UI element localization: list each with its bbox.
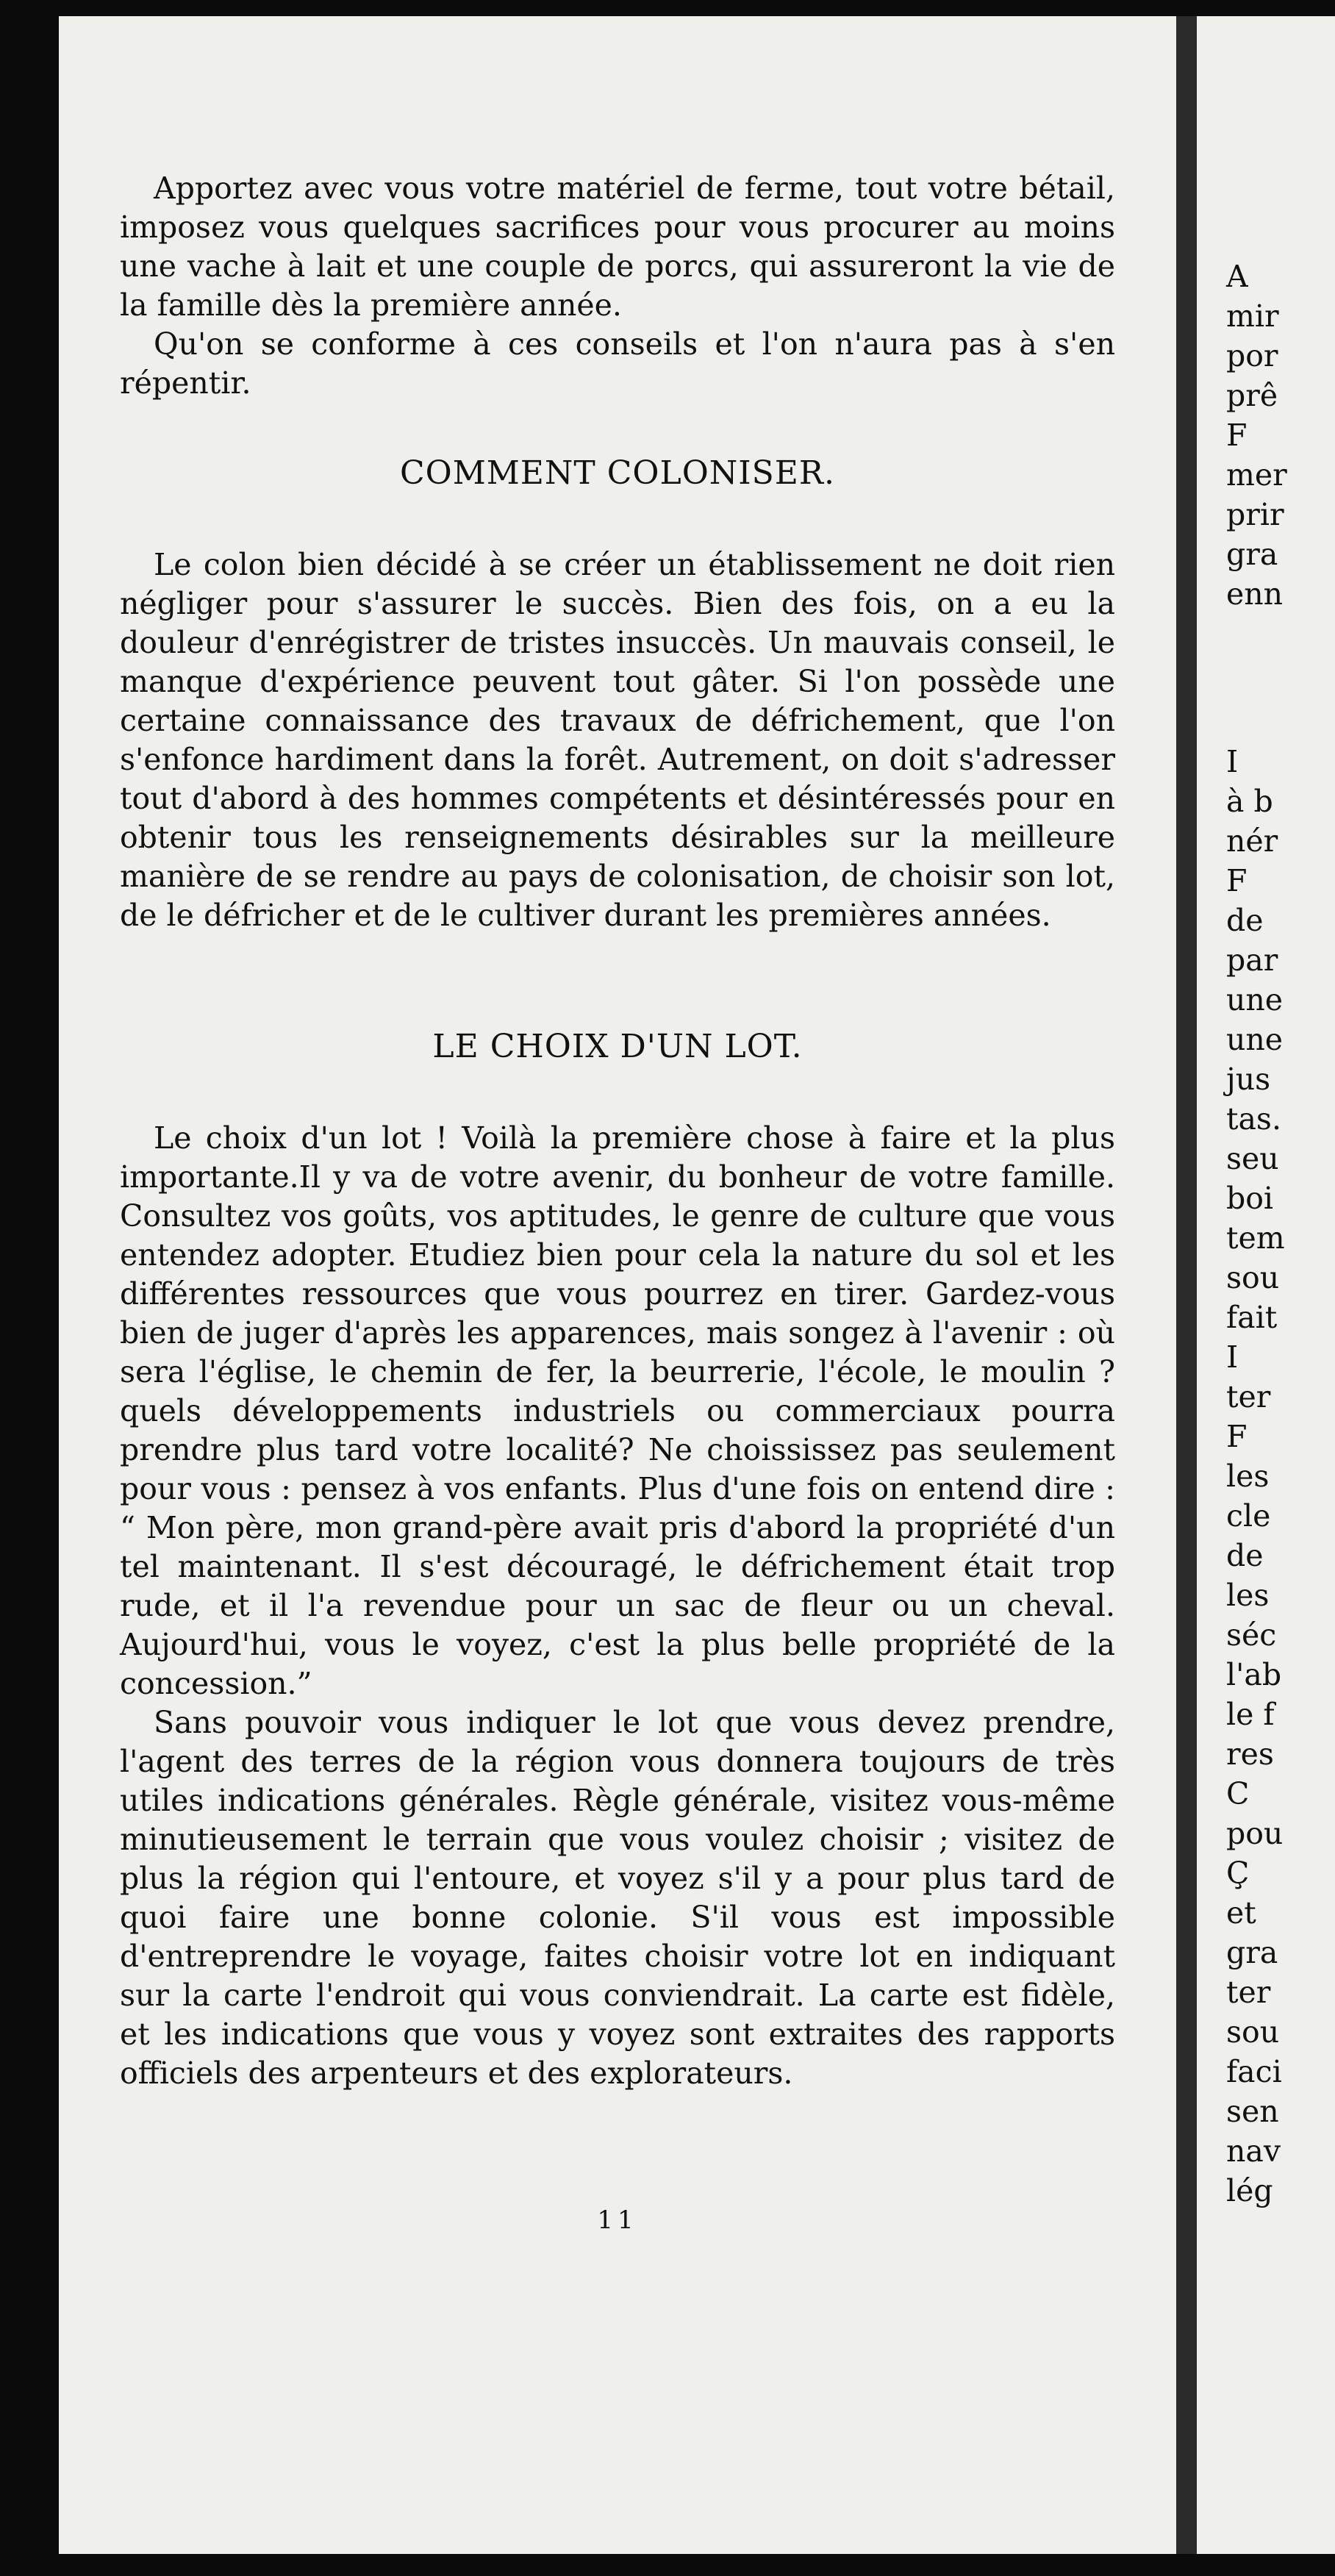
fragment: prir — [1226, 497, 1284, 532]
section-2-paragraph-2: Sans pouvoir vous indiquer le lot que vous devez prendre, l'agent des terres de la région vous donnera toujours de très utiles indications générales. Règle générale, visitez vous-même minutieusement le terrain que vous voulez choisir ; visitez de plus la région qui l'entoure, et voyez s'il y a pour plus tard de quoi faire une bonne colonie. S'il vous est impossible d'entreprendre le voyage, faites choisir votre lot en indiquant sur la carte l'endroit qui vous conviendrait. La carte est fidèle, et les indications que vous y voyez sont extraites des rapports officiels des arpenteurs et des explorateurs. — [120, 1705, 1115, 2091]
fragment: fait — [1226, 1300, 1278, 1335]
fragment: F — [1226, 1419, 1248, 1454]
fragment: sou — [1226, 1260, 1280, 1295]
fragment: gra — [1226, 537, 1278, 572]
fragment: C — [1226, 1776, 1250, 1811]
heading-comment-coloniser: COMMENT COLONISER. — [399, 454, 836, 492]
fragment: faci — [1226, 2054, 1282, 2089]
section-1-text — [120, 545, 1115, 935]
intro-text — [120, 169, 1115, 403]
heading-choix-lot: LE CHOIX D'UN LOT. — [432, 1028, 803, 1065]
fragment: seu — [1226, 1141, 1279, 1176]
fragment: lég — [1226, 2173, 1273, 2208]
fragment: une — [1226, 982, 1284, 1017]
page-number: 11 — [597, 2205, 638, 2235]
fragment: gra — [1226, 1935, 1278, 1970]
fragment: F — [1226, 863, 1248, 898]
fragment: sou — [1226, 2014, 1280, 2050]
fragment: le f — [1226, 1697, 1275, 1732]
fragment: mir — [1226, 298, 1279, 334]
fragment: séc — [1226, 1617, 1277, 1653]
fragment: enn — [1226, 576, 1284, 612]
fragment: prê — [1226, 378, 1278, 413]
fragment: jus — [1226, 1062, 1271, 1097]
fragment: I — [1226, 1339, 1239, 1375]
section-2-paragraph-1: Le choix d'un lot ! Voilà la première chose à faire et la plus importante.Il y va de votre avenir, du bonheur de votre famille. Consultez vos goûts, vos aptitudes, le genre de culture que vous entendez adopter. Etudiez bien pour cela la nature du sol et les différentes ressources que vous pourrez en tirer. Gardez-vous bien de juger d'après les apparences, mais songez à l'avenir : où sera l'église, le chemin de fer, la beurrerie, l'école, le moulin ? quels développements industriels ou commerciaux pourra prendre plus tard votre localité? Ne choississez pas seulement pour vous : pensez à vos enfants. Plus d'une fois on entend dire : “ Mon père, mon grand-père avait pris d'abord la propriété d'un tel maintenant. Il s'est découragé, le défrichement était trop rude, et il l'a revendue pour un sac de fleur ou un cheval. Aujourd'hui, vous le voyez, c'est la plus belle propriété de la concession.” — [120, 1120, 1115, 1701]
fragment: A — [1226, 259, 1248, 294]
fragment: F — [1226, 418, 1248, 453]
fragment: por — [1226, 338, 1278, 373]
fragment: l'ab — [1226, 1657, 1282, 1692]
fragment: nav — [1226, 2133, 1281, 2169]
fragment: Ç — [1226, 1856, 1250, 1891]
fragment: par — [1226, 942, 1278, 978]
scan-border-bottom — [0, 2554, 1335, 2576]
fragment: mer — [1226, 457, 1287, 493]
fragment: de — [1226, 1538, 1264, 1573]
fragment: cle — [1226, 1498, 1271, 1534]
fragment: de — [1226, 903, 1264, 938]
right-page-edge — [1197, 16, 1335, 2554]
fragment: à b — [1226, 784, 1273, 819]
fragment: nér — [1226, 823, 1278, 859]
page-gutter — [1176, 16, 1197, 2554]
fragment: ter — [1226, 1379, 1271, 1414]
intro-paragraph-2: Qu'on se conforme à ces conseils et l'on n'aura pas à s'en répentir. — [120, 326, 1115, 401]
fragment: tas. — [1226, 1101, 1281, 1137]
fragment: boi — [1226, 1181, 1274, 1216]
fragment: pou — [1226, 1816, 1284, 1851]
section-2-text — [120, 1119, 1115, 2093]
fragment: et — [1226, 1895, 1256, 1931]
section-1-paragraph-1: Le colon bien décidé à se créer un établissement ne doit rien négliger pour s'assurer le succès. Bien des fois, on a eu la douleur d'enrégistrer de tristes insuccès. Un mauvais conseil, le manque d'expérience peuvent tout gâter. Si l'on possède une certaine connaissance des travaux de défrichement, que l'on s'enfonce hardiment dans la forêt. Autrement, on doit s'adresser tout d'abord à des hommes compétents et désintéressés pour en obtenir tous les renseignements désirables sur la meilleure manière de se rendre au pays de colonisation, de choisir son lot, de le défricher et de le cultiver durant les premières années. — [120, 547, 1115, 933]
intro-paragraph-1: Apportez avec vous votre matériel de ferme, tout votre bétail, imposez vous quelques sacrifices pour vous procurer au moins une vache à lait et une couple de porcs, qui assureront la vie de la famille dès la première année. — [120, 171, 1115, 323]
fragment: sen — [1226, 2094, 1279, 2129]
fragment: les — [1226, 1578, 1270, 1613]
fragment: res — [1226, 1736, 1274, 1772]
scan-border-left — [0, 0, 59, 2576]
fragment: les — [1226, 1459, 1270, 1494]
fragment: tem — [1226, 1220, 1285, 1256]
fragment: ter — [1226, 1975, 1271, 2010]
fragment: une — [1226, 1022, 1284, 1057]
scan-border-top — [0, 0, 1335, 16]
fragment: I — [1226, 744, 1239, 779]
